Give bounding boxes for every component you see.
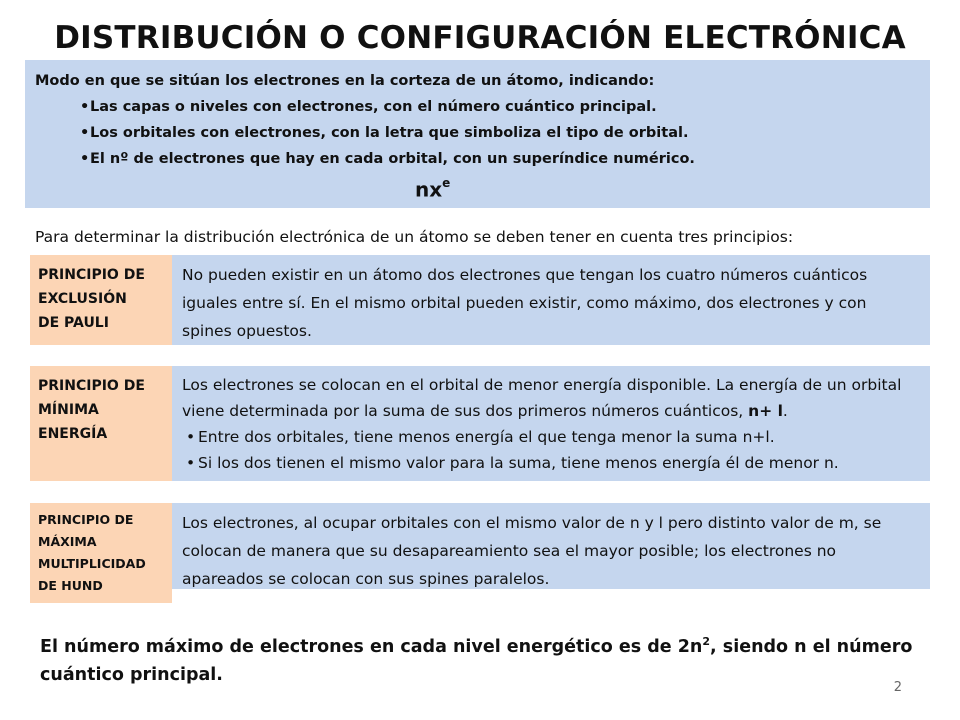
description-text: Los electrones se colocan en el orbital de menor energía disponible. La energía de un orbital viene determinada por la suma de sus dos primeros números cuánticos, xyxy=(182,376,902,420)
statement-text-end: , siendo n el número cuántico principal. xyxy=(40,636,913,685)
principle-description: Los electrones, al ocupar orbitales con el mismo valor de n y l pero distinto valor de m, se colocan de manera que su desapareamiento sea el mayor posible; los electrones no apareados se colocan con sus spines paralelos. xyxy=(182,514,882,588)
label-line: MÍNIMA xyxy=(38,402,99,418)
definition-bullet: • Las capas o niveles con electrones, con el número cuántico principal. xyxy=(90,94,920,120)
label-line: PRINCIPIO DE xyxy=(38,512,134,527)
statement-superscript: 2 xyxy=(702,635,711,648)
statement-text: El número máximo de electrones en cada nivel energético es de 2n xyxy=(40,636,703,657)
principle-label xyxy=(30,503,172,603)
page-number: 2 xyxy=(893,680,902,695)
notation-formula xyxy=(415,172,450,203)
definition-bullet: • El nº de electrones que hay en cada orbital, con un superíndice numérico. xyxy=(90,146,920,172)
principle-pauli xyxy=(30,255,930,345)
label-line: MULTIPLICIDAD xyxy=(38,556,146,571)
principle-bullet: • Si los dos tienen el mismo valor para la suma, tiene menos energía él de menor n. xyxy=(190,450,920,476)
formula-base: nx xyxy=(415,177,443,202)
label-line: PRINCIPIO DE xyxy=(38,378,145,394)
principles-intro-text: Para determinar la distribución electrónica de un átomo se deben tener en cuenta tres principios: xyxy=(35,228,794,246)
principle-label xyxy=(30,366,172,481)
principle-hund xyxy=(30,503,930,593)
principle-label xyxy=(30,255,172,345)
description-text-end: . xyxy=(782,402,788,420)
label-line: MÁXIMA xyxy=(38,534,97,549)
principle-bullets xyxy=(182,424,920,476)
principle-description xyxy=(182,372,920,476)
principle-description: No pueden existir en un átomo dos electrones que tengan los cuatro números cuánticos iguales entre sí. En el mismo orbital pueden existir, como máximo, dos electrones y con spines opuestos. xyxy=(182,266,868,340)
principle-minimum-energy xyxy=(30,366,930,481)
definition-box xyxy=(25,60,930,208)
description-bold-formula: n+ l xyxy=(748,402,783,420)
label-line: EXCLUSIÓN xyxy=(38,291,127,307)
definition-bullet: • Los orbitales con electrones, con la letra que simboliza el tipo de orbital. xyxy=(90,120,920,146)
principle-bullet: • Entre dos orbitales, tiene menos energía el que tenga menor la suma n+l. xyxy=(190,424,920,450)
slide-title: DISTRIBUCIÓN O CONFIGURACIÓN ELECTRÓNICA xyxy=(54,20,906,56)
label-line: DE PAULI xyxy=(38,315,109,331)
label-line: PRINCIPIO DE xyxy=(38,267,145,283)
label-line: ENERGÍA xyxy=(38,426,108,442)
label-line: DE HUND xyxy=(38,578,103,593)
definition-list xyxy=(35,94,920,172)
max-electrons-statement xyxy=(40,628,920,689)
definition-lead: Modo en que se sitúan los electrones en la corteza de un átomo, indicando: xyxy=(35,73,655,89)
formula-superscript: e xyxy=(442,176,451,190)
